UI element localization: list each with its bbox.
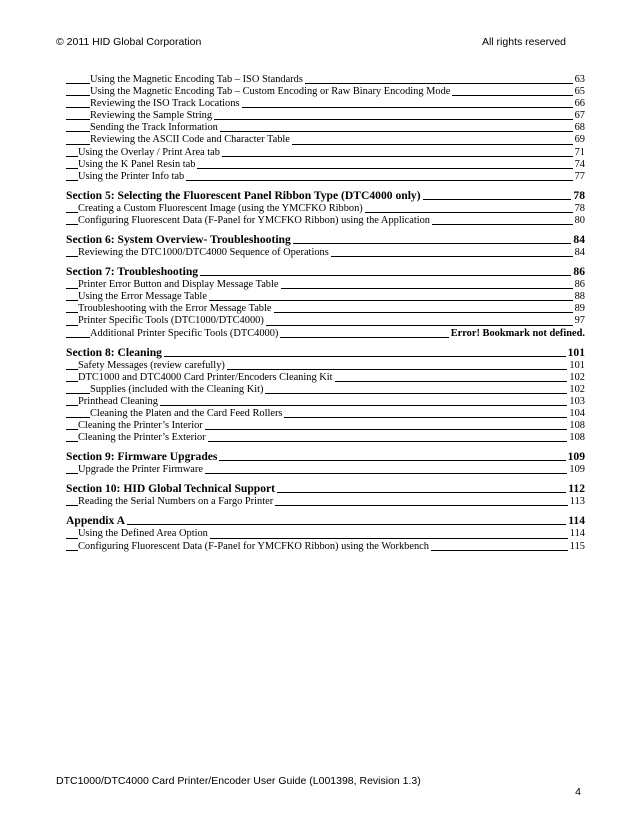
toc-entry-page: 86: [573, 265, 585, 279]
toc-entry[interactable]: [66, 396, 585, 408]
toc-entry-page: 78: [574, 202, 585, 214]
toc-entry[interactable]: [66, 315, 585, 327]
toc-section-entry[interactable]: [66, 188, 585, 203]
toc-entry-page: 86: [574, 279, 585, 291]
toc-entry-page: 67: [574, 110, 585, 122]
toc-entry-title: Cleaning the Printer’s Interior: [78, 420, 203, 432]
toc-entry-title: Section 5: Selecting the Fluorescent Panel Ribbon Type (DTC4000 only): [66, 188, 421, 202]
toc-entry-page: 65: [574, 86, 585, 98]
toc-entry[interactable]: [66, 159, 585, 171]
toc-entry-page: 84: [574, 247, 585, 259]
toc-entry-page: 108: [569, 420, 585, 432]
toc-entry[interactable]: [66, 291, 585, 303]
toc-entry[interactable]: [66, 98, 585, 110]
document-title: DTC1000/DTC4000 Card Printer/Encoder User Guide (L001398, Revision 1.3): [56, 775, 421, 787]
toc-entry-title: Sending the Track Information: [90, 122, 218, 134]
toc-entry-page: 104: [569, 407, 585, 419]
toc-entry-title: Using the Printer Info tab: [78, 170, 185, 182]
toc-entry-title: Using the Magnetic Encoding Tab – ISO Standards: [90, 74, 303, 85]
toc-entry-page: 88: [574, 291, 585, 303]
table-of-contents: [66, 74, 585, 553]
toc-entry[interactable]: [66, 420, 585, 432]
toc-entry[interactable]: [66, 408, 585, 420]
toc-section-entry[interactable]: [66, 264, 585, 279]
toc-entry[interactable]: [66, 171, 585, 183]
toc-entry-title: Section 10: HID Global Technical Support: [66, 482, 276, 496]
toc-entry-page: 80: [574, 214, 585, 226]
toc-entry[interactable]: [66, 372, 585, 384]
toc-entry-page: 103: [569, 395, 585, 407]
toc-entry-page: 84: [573, 233, 585, 247]
toc-entry[interactable]: [66, 496, 585, 508]
toc-entry[interactable]: [66, 360, 585, 372]
toc-entry[interactable]: [66, 464, 585, 476]
toc-entry[interactable]: [66, 147, 585, 159]
toc-leader-line: [66, 524, 585, 525]
toc-entry-page: 89: [574, 303, 585, 315]
toc-entry-page: 101: [567, 345, 585, 359]
toc-entry[interactable]: [66, 203, 585, 215]
toc-entry[interactable]: [66, 303, 585, 315]
toc-entry-title: Section 8: Cleaning: [66, 345, 162, 359]
toc-entry[interactable]: [66, 247, 585, 259]
toc-entry[interactable]: [66, 86, 585, 98]
toc-entry[interactable]: [66, 528, 585, 540]
toc-entry-title: Reviewing the ISO Track Locations: [90, 98, 240, 110]
toc-entry-page: 69: [574, 134, 585, 146]
toc-entry-page: 109: [569, 464, 585, 476]
toc-entry[interactable]: [66, 110, 585, 122]
toc-entry-title: DTC1000 and DTC4000 Card Printer/Encoders Cleaning Kit: [78, 371, 333, 383]
toc-entry-title: Section 6: System Overview- Troubleshooting: [66, 233, 291, 247]
rights-text: All rights reserved: [481, 36, 566, 48]
toc-entry-title: Creating a Custom Fluorescent Image (using the YMCFKO Ribbon): [78, 202, 363, 214]
toc-entry-page: 102: [569, 383, 585, 395]
toc-entry-page: 77: [574, 170, 585, 182]
toc-entry-title: Using the K Panel Resin tab: [78, 158, 196, 170]
toc-entry-title: Using the Defined Area Option: [78, 528, 208, 540]
page-number: 4: [575, 786, 581, 798]
toc-section-entry[interactable]: [66, 481, 585, 496]
toc-entry-page: 74: [574, 158, 585, 170]
toc-entry-page: 114: [569, 528, 585, 540]
toc-entry-title: Supplies (included with the Cleaning Kit): [90, 383, 264, 395]
toc-entry[interactable]: [66, 134, 585, 146]
page-footer: [56, 775, 581, 801]
toc-entry-title: Reviewing the Sample String: [90, 110, 213, 122]
toc-entry-title: Using the Error Message Table: [78, 291, 207, 303]
toc-entry[interactable]: [66, 279, 585, 291]
toc-entry-title: Upgrade the Printer Firmware: [78, 464, 203, 476]
toc-entry[interactable]: [66, 215, 585, 227]
toc-entry-title: Section 7: Troubleshooting: [66, 265, 199, 279]
toc-entry-title: Printhead Cleaning: [78, 395, 158, 407]
toc-entry-title: Reviewing the DTC1000/DTC4000 Sequence of Operations: [78, 247, 329, 259]
toc-entry-page: 66: [574, 98, 585, 110]
toc-entry-title: Safety Messages (review carefully): [78, 359, 225, 371]
copyright-text: © 2011 HID Global Corporation: [56, 36, 202, 48]
toc-entry-title: Cleaning the Platen and the Card Feed Rollers: [90, 407, 283, 419]
toc-entry-title: Appendix A: [66, 514, 125, 528]
toc-entry-title: Troubleshooting with the Error Message Table: [78, 303, 272, 315]
toc-entry-page: 113: [569, 496, 585, 508]
toc-entry-page: Error! Bookmark not defined.: [450, 327, 585, 339]
toc-entry-title: Using the Magnetic Encoding Tab – Custom Encoding or Raw Binary Encoding Mode: [90, 86, 451, 98]
toc-section-entry[interactable]: [66, 345, 585, 360]
toc-entry-page: 115: [569, 540, 585, 552]
toc-entry-page: 63: [574, 74, 585, 85]
toc-entry-page: 108: [569, 432, 585, 444]
toc-entry-page: 114: [568, 514, 585, 528]
toc-entry-page: 101: [569, 359, 585, 371]
toc-entry-page: 109: [567, 450, 585, 464]
toc-entry-title: Reading the Serial Numbers on a Fargo Printer: [78, 496, 274, 508]
toc-entry-page: 112: [568, 482, 585, 496]
toc-entry-title: Section 9: Firmware Upgrades: [66, 450, 218, 464]
toc-entry-title: Reviewing the ASCII Code and Character Table: [90, 134, 290, 146]
toc-entry-title: Additional Printer Specific Tools (DTC4000): [90, 327, 279, 339]
toc-entry-title: Printer Error Button and Display Message Table: [78, 279, 279, 291]
toc-entry-title: Printer Specific Tools (DTC1000/DTC4000): [78, 315, 264, 327]
toc-entry-page: 68: [574, 122, 585, 134]
toc-entry[interactable]: [66, 122, 585, 134]
toc-entry-page: 78: [573, 188, 585, 202]
toc-entry-title: Using the Overlay / Print Area tab: [78, 146, 220, 158]
toc-section-entry[interactable]: [66, 232, 585, 247]
toc-entry-title: Cleaning the Printer’s Exterior: [78, 432, 206, 444]
toc-section-entry[interactable]: [66, 449, 585, 464]
toc-entry[interactable]: [66, 74, 585, 86]
toc-entry-title: Configuring Fluorescent Data (F-Panel for YMCFKO Ribbon) using the Application: [78, 214, 430, 226]
toc-entry[interactable]: [66, 541, 585, 553]
toc-section-entry[interactable]: [66, 513, 585, 528]
toc-entry-page: 102: [569, 371, 585, 383]
toc-entry[interactable]: [66, 432, 585, 444]
toc-entry-title: Configuring Fluorescent Data (F-Panel for YMCFKO Ribbon) using the Workbench: [78, 540, 429, 552]
toc-entry[interactable]: [66, 328, 585, 340]
page-header: [56, 36, 566, 50]
toc-entry-page: 97: [574, 315, 585, 327]
toc-entry-page: 71: [574, 146, 585, 158]
toc-entry[interactable]: [66, 384, 585, 396]
